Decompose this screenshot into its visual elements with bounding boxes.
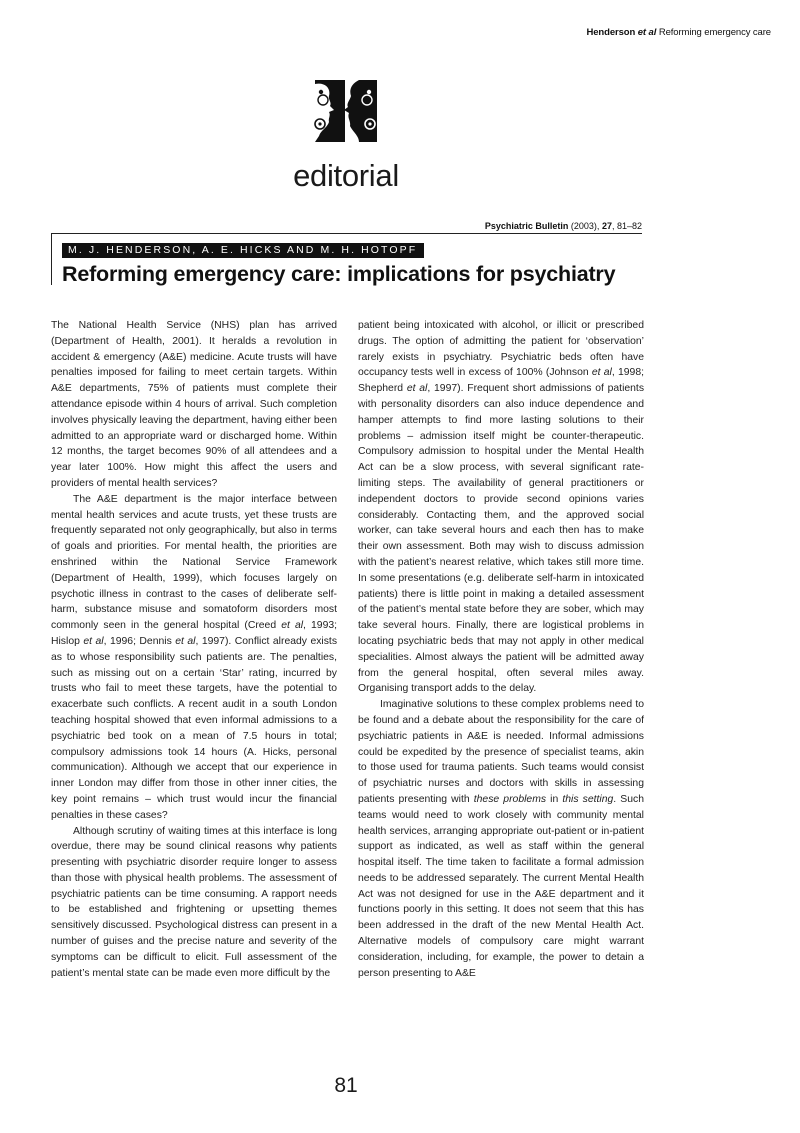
paragraph: The A&E department is the major interface between mental health services and acute trusts, yet these trusts are frequently separated not only geographically, but also in terms of goals and priorities. For mental health, the priorities are enshrined within the National Service Framework (Department of Health, 1999), which focuses largely on psychotic illness in contrast to the cases of deliberate self-harm, substance misuse and somatoform disorders most commonly seen in the general hospital (Creed et al, 1993; Hislop et al, 1996; Dennis et al, 1997). Conflict already exists as to whose responsibility such patients are. The penalties, such as missing out on a certain ‘Star’ rating, incurred by trusts who fail to meet these targets, have the potential to exacerbate such conflicts. A recent audit in a south London teaching hospital showed that even informal admissions to a psychiatric bed took on a mean of 7.5 hours in total; compulsory admissions took 14 hours (A. Hicks, personal communication). Although we accept that our experience in inner London may differ from those in other inner cities, the key point remains – which trust would incur the financial penalties in these cases?	[51, 493, 338, 821]
running-head-authors: Henderson et al	[586, 27, 657, 38]
author-names: M. J. HENDERSON, A. E. HICKS AND M. H. HOTOPF	[62, 243, 424, 258]
editorial-profiles-logo-icon	[313, 80, 379, 146]
page-number: 81	[334, 1074, 358, 1097]
running-head	[586, 27, 771, 38]
paragraph: The National Health Service (NHS) plan has arrived (Department of Health, 2001). It heralds a revolution in accident & emergency (A&E) medicine. Acute trusts will have penalties imposed for failing to meet certain targets. Within A&E departments, 75% of patients must complete their attendance episode within 4 hours of arrival. Such completion involves physically leaving the department, having either been admitted to an appropriate ward or discharged home. Within 12 months, the target becomes 90% of all attendees and a year later 100%. How might this affect the users and providers of mental health services?	[51, 320, 337, 489]
article-title: Reforming emergency care: implications for psychiatry	[62, 262, 616, 286]
title-side-rule	[51, 233, 52, 285]
left-column	[51, 318, 337, 981]
paragraph: patient being intoxicated with alcohol, or illicit or prescribed drugs. The option of admitting the patient for ‘observation’ rarely exists in psychiatry. Psychiatric beds often have occupancy tests well in excess of 100% (Johnson et al, 1998; Shepherd et al, 1997). Frequent short admissions of patients with personality disorders can also induce dependence and hamper attempts to find more lasting solutions to their problems – admission itself might be counter-therapeutic. Compulsory admission to hospital under the Mental Health Act can be a slow process, with several significant rate-limiting steps. The availability of general practitioners or independent doctors to provide second opinions varies considerably. Contacting them, and the approved social worker, can take several hours and each then has to make their own assessment. Both may wish to discuss admission with the patient’s nearest relative, which takes still more time. In some presentations (e.g. deliberate self-harm in intoxicated patients) there is little point in making a detailed assessment of the patient’s mental state before they are sober, which may take several hours. Finally, there are logistical problems in locating psychiatric beds that may not apply in other medical specialities. Almost always the patient will be admitted away from the general hospital, often several miles away. Organising transport adds to the delay.	[358, 320, 645, 695]
right-column	[358, 318, 644, 981]
section-label: editorial	[293, 158, 399, 193]
running-head-title: Reforming emergency care	[658, 27, 771, 38]
journal-citation: Psychiatric Bulletin (2003), 27, 81–82	[484, 221, 642, 231]
header-rule	[51, 233, 642, 234]
paragraph: Imaginative solutions to these complex problems need to be found and a debate about the responsibility for the care of psychiatric patients in A&E is needed. Informal admissions could be expedited by the presence of specialist teams, akin to those used for trauma patients. Such teams would consist of psychiatric nurses and doctors with skills in assessing patients presenting with these problems in this setting. Such teams would need to work closely with community mental health services, arranging appropriate out-patient or in-patient support as indicated, as well as staff within the general hospital itself. The time taken to facilitate a formal admission needs to be addressed separately. The current Mental Health Act was not designed for use in the A&E department and it functions poorly in this setting. It does not seem that this has been addressed in the draft of the new Mental Health Act. Alternative models of compulsory care might warrant consideration, including, for example, the power to detain a person presenting to A&E	[358, 699, 644, 979]
paragraph: Although scrutiny of waiting times at this interface is long overdue, there may be sound clinical reasons why patients presenting with psychiatric disorder require longer to assess than those with physical health problems. The assessment of psychiatric patients can be time consuming. A rapport needs to be established and frightening or upsetting themes sensitively discussed. Psychological distress can present in a number of guises and the precise nature and severity of the symptoms can be difficult to elicit. Full assessment of the patient’s mental state can be made even more difficult by the	[51, 825, 337, 979]
